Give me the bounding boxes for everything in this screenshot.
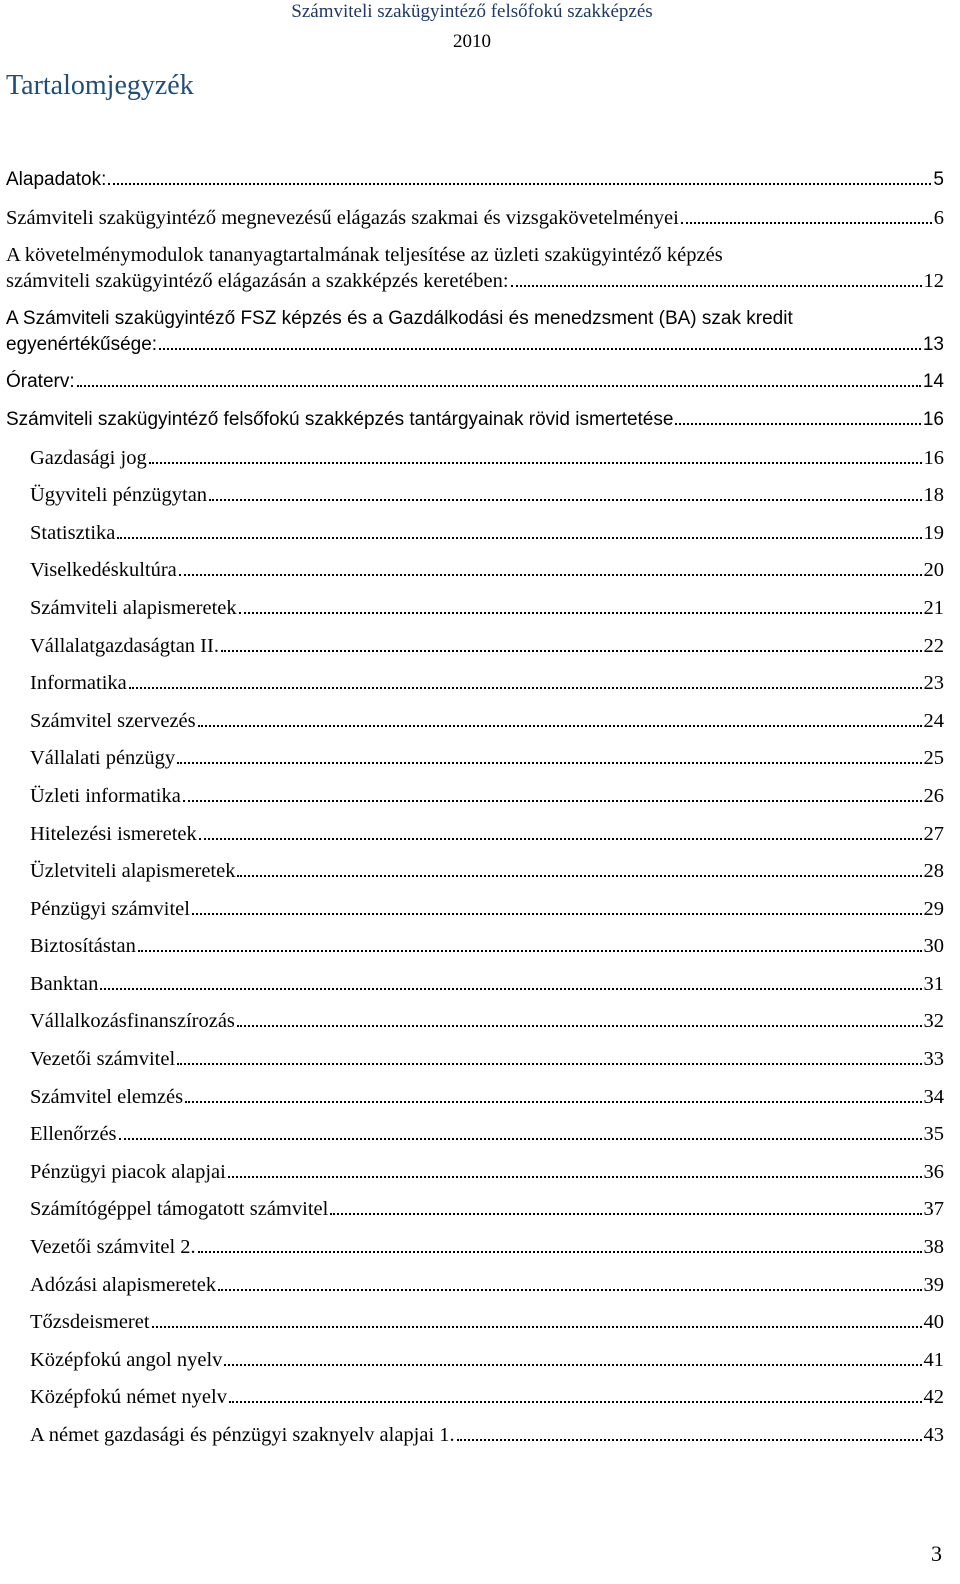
toc-entry[interactable]: [6, 1309, 944, 1335]
toc-entry-page: 38: [923, 1236, 944, 1259]
toc-entry-page: 26: [923, 784, 944, 807]
toc-entry[interactable]: [6, 933, 944, 959]
toc-entry[interactable]: [6, 670, 944, 696]
toc-entry-label: Viselkedéskultúra: [30, 559, 177, 582]
toc-entry-page: 6: [933, 206, 944, 229]
toc-entry[interactable]: [6, 633, 944, 659]
toc-entry-label: Ügyviteli pénzügytan: [30, 484, 208, 507]
toc-entry-page: 16: [922, 408, 944, 430]
toc-entry[interactable]: [6, 1046, 944, 1072]
toc-entry-page: 36: [923, 1160, 944, 1183]
toc-entry-label: Ellenőrzés: [30, 1123, 117, 1146]
header-year: 2010: [453, 31, 491, 52]
dot-leader: [138, 950, 922, 952]
toc-entry-label: Vezetői számvitel: [30, 1048, 176, 1071]
toc-entry[interactable]: [6, 407, 944, 433]
toc-entry[interactable]: [6, 858, 944, 884]
toc-entry-label: számviteli szakügyintéző elágazásán a szakképzés keretében:: [6, 270, 509, 293]
toc-entry-label: Vezetői számvitel 2.: [30, 1236, 196, 1259]
toc-entry[interactable]: [6, 821, 944, 847]
toc-entry[interactable]: [6, 708, 944, 734]
toc-entry-page: 37: [923, 1198, 944, 1221]
header-title: Számviteli szakügyintéző felsőfokú szakképzés: [291, 1, 653, 22]
toc-entry-label: Pénzügyi piacok alapjai: [30, 1160, 226, 1183]
toc-entry-label: Üzleti informatika: [30, 784, 181, 807]
dot-leader: [77, 385, 921, 387]
dot-leader: [159, 348, 921, 350]
toc-entry-label: Hitelezési ismeretek: [30, 822, 197, 845]
dot-leader: [117, 537, 921, 539]
toc-entry[interactable]: [6, 1272, 944, 1298]
toc-entry-label: Vállalati pénzügy: [30, 747, 176, 770]
dot-leader: [192, 913, 922, 915]
toc-entry-label-line1: A követelménymodulok tananyagtartalmának teljesítése az üzleti szakügyintéző képzés: [6, 244, 723, 267]
toc-entry-page: 18: [923, 484, 944, 507]
toc-entry-label: Gazdasági jog: [30, 446, 147, 469]
toc-entry[interactable]: [6, 783, 944, 809]
toc-entry[interactable]: [6, 369, 944, 395]
toc-entry[interactable]: [6, 1196, 944, 1222]
dot-leader: [229, 1401, 922, 1403]
dot-leader: [228, 1176, 922, 1178]
toc-entry[interactable]: [6, 971, 944, 997]
toc-entry-page: 22: [923, 634, 944, 657]
toc-entry-label: Számvitel elemzés: [30, 1085, 184, 1108]
dot-leader: [198, 725, 922, 727]
toc-entry-label: Statisztika: [30, 521, 116, 544]
toc-entry[interactable]: [6, 520, 944, 546]
dot-leader: [108, 183, 931, 185]
dot-leader: [218, 1289, 921, 1291]
toc-entry-label: Középfokú német nyelv: [30, 1386, 227, 1409]
toc-entry-label: Számítógéppel támogatott számvitel: [30, 1198, 329, 1221]
toc-entry-page: 35: [923, 1123, 944, 1146]
toc-entry-label: Tőzsdeismeret: [30, 1311, 150, 1334]
toc-entry[interactable]: [6, 167, 944, 193]
toc-entry[interactable]: [6, 1008, 944, 1034]
toc-entry-page: 20: [923, 559, 944, 582]
toc-entry-page: 39: [923, 1273, 944, 1296]
dot-leader: [221, 650, 922, 652]
dot-leader: [237, 1025, 922, 1027]
toc-entry[interactable]: [6, 205, 944, 231]
toc-entry-label: Vállalkozásfinanszírozás: [30, 1010, 235, 1033]
dot-leader: [177, 762, 921, 764]
toc-entry-label: Számvitel szervezés: [30, 709, 196, 732]
dot-leader: [675, 423, 920, 425]
toc-entry-label: Üzletviteli alapismeretek: [30, 860, 236, 883]
table-of-contents: [6, 167, 944, 1460]
toc-entry-label: Informatika: [30, 672, 127, 695]
toc-entry-page: 13: [922, 333, 944, 355]
toc-entry[interactable]: [6, 1159, 944, 1185]
dot-leader: [198, 1251, 922, 1253]
dot-leader: [177, 1063, 921, 1065]
toc-entry-label: Banktan: [30, 972, 99, 995]
toc-entry-label: Számviteli szakügyintéző megnevezésű elágazás szakmai és vizsgakövetelményei: [6, 206, 679, 229]
toc-entry-label: Biztosítástan: [30, 935, 136, 958]
dot-leader: [129, 687, 922, 689]
dot-leader: [457, 1439, 922, 1441]
toc-entry-label: A német gazdasági és pénzügyi szaknyelv alapjai 1.: [30, 1424, 455, 1446]
toc-entry[interactable]: [6, 445, 944, 471]
dot-leader: [237, 875, 921, 877]
toc-entry-page: 29: [923, 897, 944, 920]
toc-entry[interactable]: [6, 745, 944, 771]
toc-entry-page: 12: [923, 270, 944, 293]
toc-entry-label-line1: A Számviteli szakügyintéző FSZ képzés és a Gazdálkodási és menedzsment (BA) szak kredit: [6, 307, 793, 329]
toc-entry[interactable]: [6, 1347, 944, 1373]
dot-leader: [681, 222, 932, 224]
toc-entry-page: 32: [923, 1010, 944, 1033]
toc-entry-page: 40: [923, 1311, 944, 1334]
toc-entry-page: 33: [923, 1048, 944, 1071]
dot-leader: [185, 1101, 921, 1103]
toc-entry[interactable]: [6, 1234, 944, 1260]
toc-entry-page: 42: [923, 1386, 944, 1409]
toc-entry-label: Pénzügyi számvitel: [30, 897, 190, 920]
toc-entry-page: 19: [923, 521, 944, 544]
toc-entry-page: 27: [923, 822, 944, 845]
toc-entry[interactable]: [6, 306, 944, 358]
toc-entry-page: 43: [923, 1424, 944, 1446]
dot-leader: [152, 1326, 922, 1328]
toc-entry-page: 23: [923, 672, 944, 695]
dot-leader: [511, 285, 922, 287]
toc-entry[interactable]: [6, 482, 944, 508]
toc-heading: Tartalomjegyzék: [6, 70, 194, 101]
toc-entry-label: Középfokú angol nyelv: [30, 1348, 223, 1371]
dot-leader: [149, 462, 922, 464]
dot-leader: [330, 1213, 921, 1215]
toc-entry[interactable]: [6, 557, 944, 583]
page-number: 3: [931, 1541, 942, 1566]
toc-entry[interactable]: [6, 896, 944, 922]
page-header: [262, 0, 682, 54]
toc-entry-page: 14: [922, 371, 944, 393]
toc-entry[interactable]: [6, 1121, 944, 1147]
toc-entry-label: Számviteli szakügyintéző felsőfokú szakképzés tantárgyainak rövid ismertetése: [6, 408, 674, 430]
dot-leader: [209, 499, 921, 501]
toc-entry[interactable]: [6, 1084, 944, 1110]
toc-entry-page: 24: [923, 709, 944, 732]
dot-leader: [119, 1138, 922, 1140]
dot-leader: [183, 800, 922, 802]
toc-entry-page: 34: [923, 1085, 944, 1108]
toc-entry-label: Számviteli alapismeretek: [30, 596, 237, 619]
toc-entry-page: 28: [923, 860, 944, 883]
toc-entry-page: 21: [923, 596, 944, 619]
dot-leader: [239, 612, 922, 614]
dot-leader: [224, 1364, 921, 1366]
toc-entry-page: 31: [923, 972, 944, 995]
toc-entry-page: 30: [923, 935, 944, 958]
toc-entry-label: Óraterv:: [6, 371, 75, 393]
toc-entry[interactable]: [6, 1422, 944, 1448]
toc-entry[interactable]: [6, 595, 944, 621]
toc-entry[interactable]: [6, 242, 944, 294]
toc-entry-label: Alapadatok:: [6, 169, 107, 190]
dot-leader: [199, 838, 922, 840]
toc-entry[interactable]: [6, 1384, 944, 1410]
toc-entry-page: 25: [923, 747, 944, 770]
dot-leader: [100, 988, 921, 990]
toc-entry-label: Adózási alapismeretek: [30, 1273, 217, 1296]
toc-entry-page: 41: [923, 1348, 944, 1371]
toc-entry-label: egyenértékűsége:: [6, 333, 158, 355]
toc-entry-page: 5: [933, 169, 944, 190]
dot-leader: [179, 574, 922, 576]
toc-entry-page: 16: [923, 446, 944, 469]
toc-entry-label: Vállalatgazdaságtan II.: [30, 634, 219, 657]
